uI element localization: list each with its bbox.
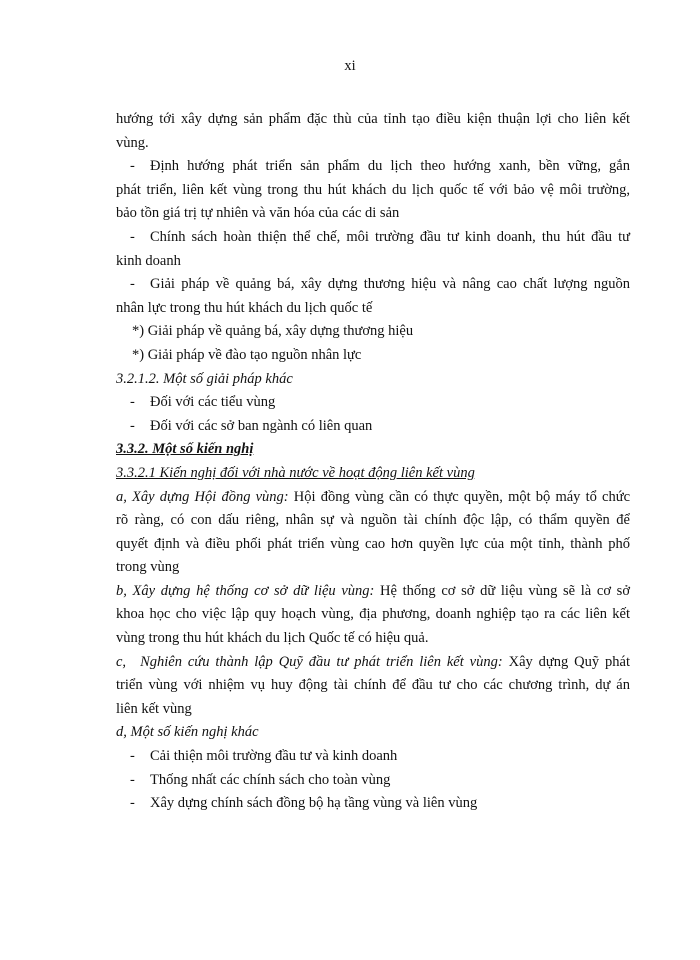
bullet-line [116, 226, 630, 250]
section-heading [116, 462, 630, 486]
item-label: c, [116, 653, 127, 670]
section-heading: 3.2.1.2. Một số giải pháp khác [116, 370, 293, 387]
paragraph-line: hướng tới xây dựng sản phẩm đặc thù của tỉnh tạo điều kiện thuận lợi cho liên kết [116, 111, 630, 127]
bullet-line [116, 415, 630, 439]
paragraph-line: bảo tồn giá trị tự nhiên và văn hóa của các di sản [116, 205, 400, 222]
item-text: Hệ thống cơ sở dữ liệu vùng sẽ là cơ sở [374, 582, 630, 599]
bullet-dash: - [130, 771, 135, 788]
paragraph-line [116, 580, 630, 604]
item-text: Hội đồng vùng cần có thực quyền, một bộ máy tổ chức [288, 488, 630, 505]
bullet-text: Xây dựng chính sách đồng bộ hạ tầng vùng và liên vùng [150, 795, 478, 812]
paragraph-line: nhân lực trong thu hút khách du lịch quốc tế [116, 299, 373, 316]
item-text: Xây dựng Quỹ phát [502, 653, 631, 670]
section-heading: d, Một số kiến nghị khác [116, 724, 259, 741]
item-label: Nghiên cứu thành lập Quỹ đầu tư phát triển liên kết vùng: [140, 653, 503, 670]
heading-text: 3.3.2.1 Kiến nghị đối với nhà nước về hoạt động liên kết vùng [116, 464, 475, 481]
bullet-line [116, 792, 630, 816]
bullet-line [116, 745, 630, 769]
paragraph-line: rõ ràng, có con dấu riêng, nhân sự và nguồn tài chính độc lập, có thẩm quyền để [116, 512, 630, 529]
sub-item: *) Giải pháp về quảng bá, xây dựng thương hiệu [132, 323, 414, 340]
paragraph-line: quyết định và điều phối phát triển vùng cao hơn quyền lực của một tỉnh, thành phố [116, 535, 630, 552]
bullet-dash: - [130, 748, 135, 765]
bullet-line [116, 391, 630, 415]
bullet-dash: - [130, 276, 135, 293]
heading-text: 3.3.2. Một số kiến nghị [116, 441, 254, 458]
bullet-dash: - [130, 228, 135, 245]
paragraph-line: liên kết vùng [116, 700, 192, 717]
bullet-text: Đối với các sở ban ngành có liên quan [150, 417, 373, 434]
paragraph-line: vùng. [116, 134, 149, 151]
bullet-text: Đối với các tiểu vùng [150, 394, 276, 411]
item-label: b, Xây dựng hệ thống cơ sở dữ liệu vùng: [116, 582, 375, 599]
paragraph-line [116, 651, 630, 675]
bullet-line [116, 155, 630, 179]
bullet-dash: - [130, 417, 135, 434]
paragraph-line: triển vùng với nhiệm vụ huy động tài chính để đầu tư cho các chương trình, dự án [116, 677, 630, 694]
bullet-dash: - [130, 394, 135, 411]
bullet-text: Định hướng phát triển sản phẩm du lịch theo hướng xanh, bền vững, gắn [150, 158, 630, 175]
sub-item: *) Giải pháp về đào tạo nguồn nhân lực [132, 346, 362, 363]
bullet-text: Chính sách hoàn thiện thể chế, môi trường đầu tư kinh doanh, thu hút đầu tư [150, 228, 630, 245]
paragraph-line: vùng trong thu hút khách du lịch Quốc tế có hiệu quả. [116, 630, 429, 647]
paragraph-line [116, 486, 630, 510]
bullet-line [116, 273, 630, 297]
paragraph-line: trong vùng [116, 559, 180, 576]
bullet-text: Giải pháp về quảng bá, xây dựng thương hiệu và nâng cao chất lượng nguồn [150, 276, 630, 293]
section-heading [116, 438, 630, 462]
page-body [116, 108, 630, 816]
paragraph-line: phát triển, liên kết vùng trong thu hút khách du lịch quốc tế với bảo vệ môi trường, [116, 181, 630, 198]
paragraph-line: khoa học cho việc lập quy hoạch vùng, địa phương, doanh nghiệp tạo ra các liên kết [116, 606, 630, 623]
page-number: xi [344, 58, 356, 74]
bullet-text: Cải thiện môi trường đầu tư và kinh doanh [150, 748, 398, 765]
bullet-dash: - [130, 158, 135, 175]
bullet-line [116, 769, 630, 793]
item-label: a, Xây dựng Hội đồng vùng: [116, 488, 289, 505]
bullet-text: Thống nhất các chính sách cho toàn vùng [150, 771, 391, 788]
bullet-dash: - [130, 795, 135, 812]
paragraph-line: kinh doanh [116, 252, 181, 269]
